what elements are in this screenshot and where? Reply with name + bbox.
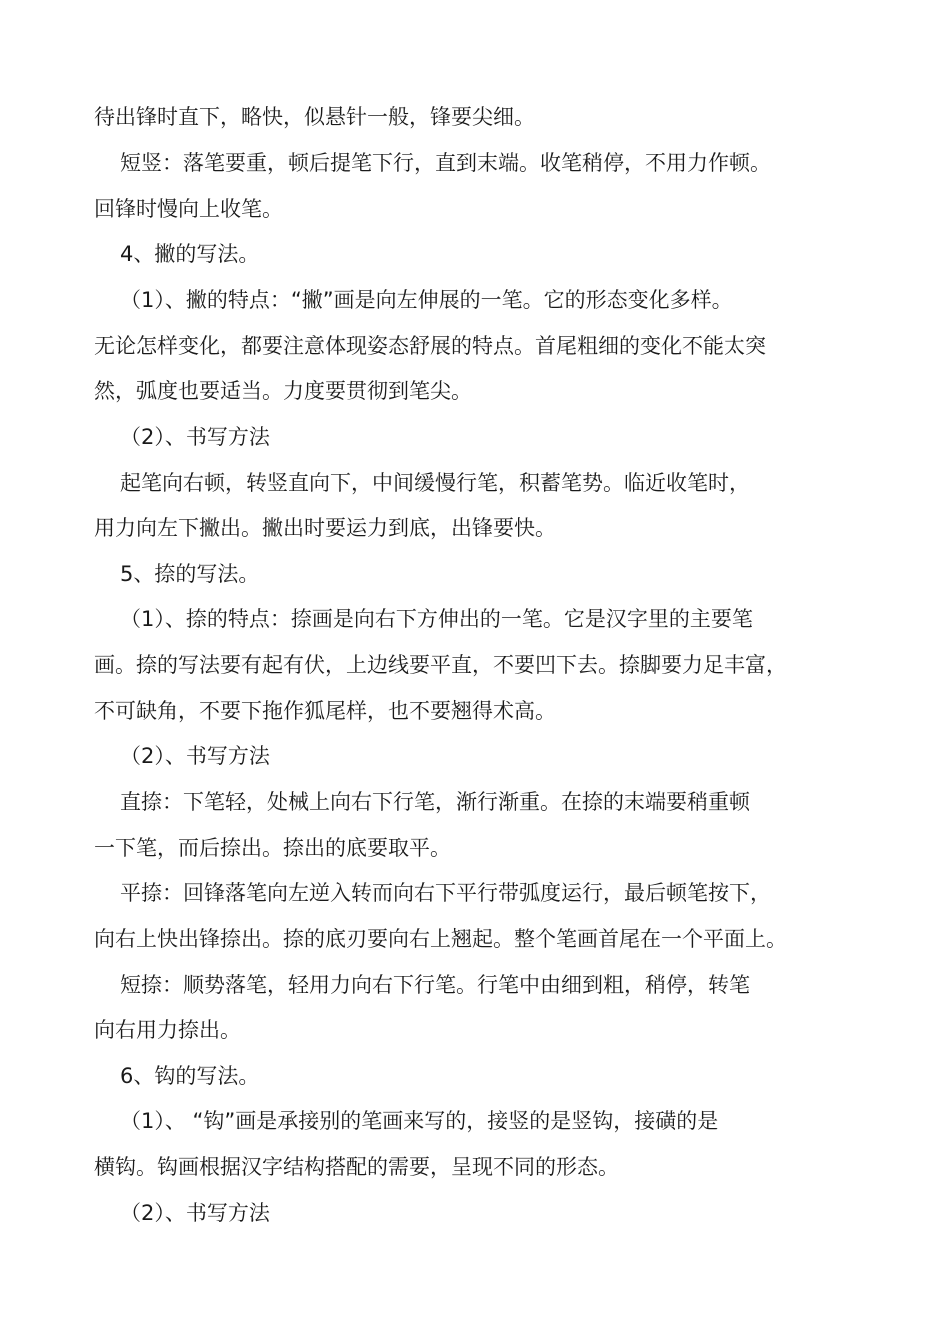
text-line: 待出锋时直下，略快，似悬针一般，锋要尖细。 bbox=[94, 105, 535, 129]
subsection-heading: （2）、书写方法 bbox=[120, 425, 270, 449]
text-line: 回锋时慢向上收笔。 bbox=[94, 197, 283, 221]
text-line: 短竖：落笔要重，顿后提笔下行，直到末端。收笔稍停，不用力作顿。 bbox=[120, 151, 771, 175]
text-line: （1）、撇的特点：“撇”画是向左伸展的一笔。它的形态变化多样。 bbox=[120, 288, 733, 312]
section-heading: 4、撇的写法。 bbox=[120, 242, 260, 266]
text-line: 短捺：顺势落笔，轻用力向右下行笔。行笔中由细到粗，稍停，转笔 bbox=[120, 973, 750, 997]
text-line: 向右上快出锋捺出。捺的底刃要向右上翘起。整个笔画首尾在一个平面上。 bbox=[94, 927, 787, 951]
text-line: 无论怎样变化，都要注意体现姿态舒展的特点。首尾粗细的变化不能太突 bbox=[94, 334, 766, 358]
text-line: 平捺：回锋落笔向左逆入转而向右下平行带弧度运行，最后顿笔按下， bbox=[120, 881, 771, 905]
text-line: 向右用力捺出。 bbox=[94, 1018, 241, 1042]
text-line: 用力向左下撇出。撇出时要运力到底，出锋要快。 bbox=[94, 516, 556, 540]
text-line: （1）、捺的特点：捺画是向右下方伸出的一笔。它是汉字里的主要笔 bbox=[120, 607, 753, 631]
text-line: （1）、 “钩”画是承接别的笔画来写的，接竖的是竖钩，接磺的是 bbox=[120, 1109, 719, 1133]
section-heading: 6、钩的写法。 bbox=[120, 1064, 260, 1088]
text-line: 然，弧度也要适当。力度要贯彻到笔尖。 bbox=[94, 379, 472, 403]
text-line: 一下笔，而后捺出。捺出的底要取平。 bbox=[94, 836, 451, 860]
text-line: 不可缺角，不要下拖作狐尾样，也不要翘得术高。 bbox=[94, 699, 556, 723]
text-line: 横钩。钩画根据汉字结构搭配的需要，呈现不同的形态。 bbox=[94, 1155, 619, 1179]
text-line: 画。捺的写法要有起有伏，上边线要平直，不要凹下去。捺脚要力足丰富， bbox=[94, 653, 787, 677]
section-heading: 5、捺的写法。 bbox=[120, 562, 260, 586]
text-line: 直捺：下笔轻，处械上向右下行笔，渐行渐重。在捺的末端要稍重顿 bbox=[120, 790, 750, 814]
text-line: 起笔向右顿，转竖直向下，中间缓慢行笔，积蓄笔势。临近收笔时， bbox=[120, 471, 750, 495]
subsection-heading: （2）、书写方法 bbox=[120, 744, 270, 768]
subsection-heading: （2）、书写方法 bbox=[120, 1201, 270, 1225]
